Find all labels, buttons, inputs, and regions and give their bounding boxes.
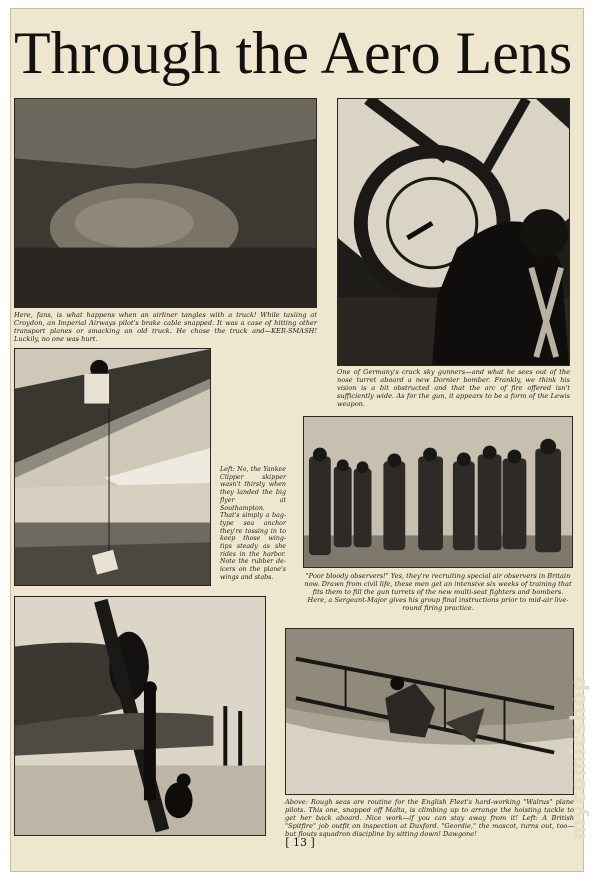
photo-observers — [303, 416, 573, 568]
page-title: Through the Aero Lens — [14, 20, 573, 86]
caption-observers: "Poor bloody observers!" Yes, they're recruiting special air observers in Britain now. Drawn from civil life, these men get an intensive six weeks of training that fits them to fill the gun turrets of the new multi-seat fighters and bombers. Here, a Sergeant-Major gives his group final instructions prior to mid-air live-round firing practice. — [304, 572, 572, 612]
photo-walrus — [285, 628, 574, 795]
photo-gunner-turret — [337, 98, 570, 366]
caption-airliner-truck: Here, fans, is what happens when an airliner tangles with a truck! While taxiing at Croydon, an Imperial Airways pilot's brake cable snapped. It was a case of hitting other transport planes or smacking an old truck. He chose the truck and—KER-SMASH! Luckily, no one was hurt. — [14, 311, 317, 343]
photo-airliner-truck — [14, 98, 317, 308]
photo-clipper-wing — [14, 348, 211, 586]
watermark: mycomicshop — [566, 675, 590, 840]
caption-walrus: Above: Rough seas are routine for the English Fleet's hard-working "Walrus" plane pilots. This one, snapped off Malta, is climbing up to arrange the hoisting tackle to get her back aboard. Nice work—if you can stay away from it! Left: A British "Spitfire" job outfit on inspection at Duxford. "Geordie," the mascot, turns out, too—but flouts squadron discipline by sitting down! Dawgone! — [285, 798, 574, 838]
page-number: [ 13 ] — [285, 836, 315, 849]
caption-clipper: Left: No, the Yankee Clipper skipper wasn't thirsty when they landed the big flyer at Southampton. That's simply a bag-type sea anchor they're tossing in to keep those wing-tips steady as she rides in the harbor. Note the rubber de-icers on the plane's wings and stabs. — [220, 466, 286, 581]
caption-gunner-turret: One of Germany's crack sky gunners—and what he sees out of the nose turret aboard a new Dornier bomber. Frankly, we think his vision is a bit obstructed and that the arc of fire offered isn't sufficiently wide. As for the gun, it appears to be a form of the Lewis weapon. — [337, 368, 570, 408]
photo-spitfires — [14, 596, 266, 836]
